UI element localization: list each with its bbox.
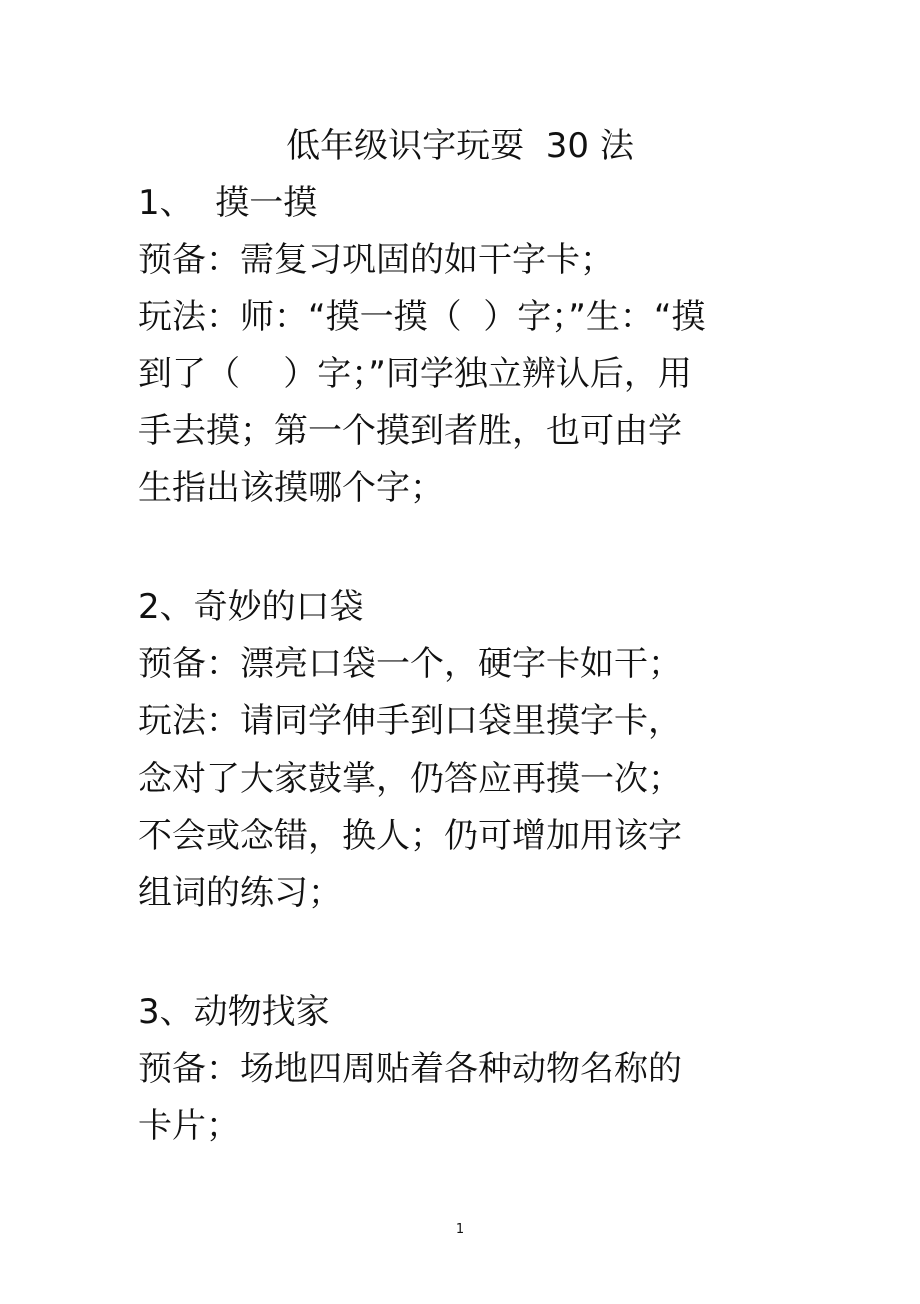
document-title: 低年级识字玩耍 30 法 — [286, 126, 634, 166]
page-number: 1 — [455, 1222, 465, 1237]
section-2-line-4: 不会或念错，换人；仍可增加用该字 — [138, 816, 682, 856]
section-1-line-4: 手去摸；第一个摸到者胜，也可由学 — [138, 411, 682, 451]
section-2-line-2: 玩法：请同学伸手到口袋里摸字卡， — [138, 701, 682, 741]
section-3-line-2: 卡片； — [138, 1106, 240, 1146]
section-1-line-1: 预备：需复习巩固的如干字卡； — [138, 240, 614, 280]
section-3-line-1: 预备：场地四周贴着各种动物名称的 — [138, 1049, 682, 1089]
section-3-heading: 3、动物找家 — [138, 992, 330, 1032]
section-2-line-1: 预备：漂亮口袋一个，硬字卡如干； — [138, 644, 682, 684]
section-1-line-2: 玩法：师：“摸一摸（ ）字；”生：“摸 — [138, 297, 706, 337]
section-2-line-3: 念对了大家鼓掌，仍答应再摸一次； — [138, 759, 682, 799]
section-1-line-3: 到了（ ）字；”同学独立辨认后，用 — [138, 354, 692, 394]
section-2-heading: 2、奇妙的口袋 — [138, 587, 364, 627]
section-1-line-5: 生指出该摸哪个字； — [138, 468, 444, 508]
section-2-line-5: 组词的练习； — [138, 873, 342, 913]
section-1-heading: 1、 摸一摸 — [138, 183, 318, 223]
